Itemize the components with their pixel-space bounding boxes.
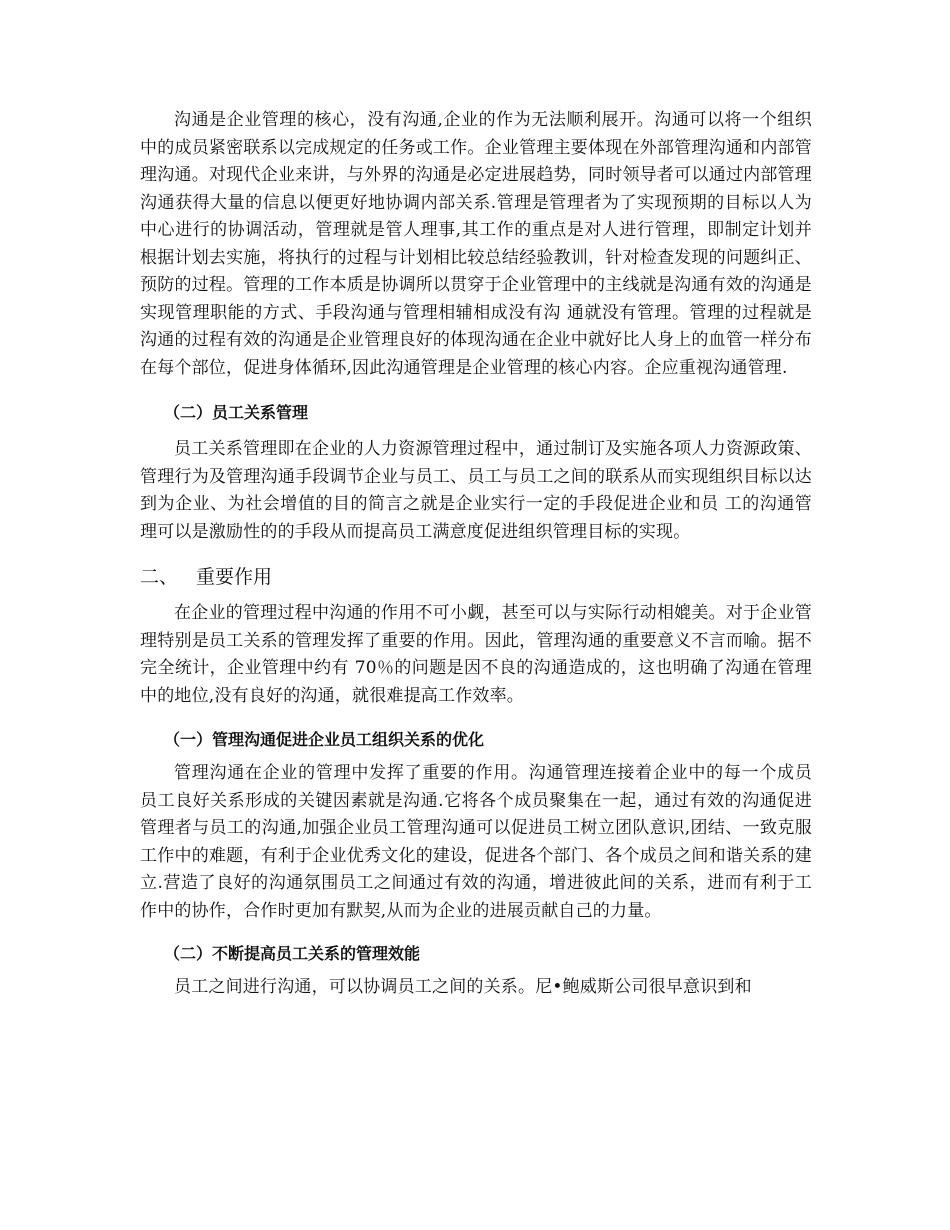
- paragraph-efficiency: 员工之间进行沟通，可以协调员工之间的关系。尼•鲍威斯公司很早意识到和: [174, 977, 752, 997]
- heading-efficiency: （二）不断提高员工关系的管理效能: [164, 944, 421, 963]
- heading-importance-text: 重要作用: [196, 566, 273, 588]
- paragraph-importance: 在企业的管理过程中沟通的作用不可小觑，甚至可以与实际行动相媲美。对于企业管理特别是员工关系的管理发挥了重要的作用。因此，管理沟通的重要意义不言而喻。据不完全统计，企业管理中约有 70％的问题是因不良的沟通造成的，这也明确了沟通在管理中的地位,没有良好的沟通，就很难提高工作效率。: [140, 603, 812, 706]
- heading-staff-relations: （二）员工关系管理: [164, 403, 309, 422]
- document-page: [140, 107, 812, 1002]
- heading-importance-number: 二、: [140, 566, 179, 588]
- paragraph-staff-relations: 员工关系管理即在企业的人力资源管理过程中，通过制订及实施各项人力资源政策、 管理行为及管理沟通手段调节企业与员工、员工与员工之间的联系从而实现组织目标以达到为企业、为社会增值的目的简言之就是企业实行一定的手段促进企业和员 工的沟通管理可以是激励性的的手段从而提高员工满意度促进组织管理目标的实现。: [140, 439, 812, 542]
- heading-optimization: （一）管理沟通促进企业员工组织关系的优化: [164, 730, 485, 749]
- paragraph-optimization: 管理沟通在企业的管理中发挥了重要的作用。沟通管理连接着企业中的每一个成员 员工良好关系形成的关键因素就是沟通.它将各个成员聚集在一起，通过有效的沟通促进管理者与员工的沟通,加强企业员工管理沟通可以促进员工树立团队意识,团结、一致克服工作中的难题，有利于企业优秀文化的建设，促进各个部门、各个成员之间和谐关系的建立.营造了良好的沟通氛围员工之间通过有效的沟通，增进彼此间的关系，进而有利于工作中的协作，合作时更加有默契,从而为企业的进展贡献自己的力量。: [140, 763, 812, 921]
- heading-importance: [140, 562, 812, 592]
- paragraph-communication-core: 沟通是企业管理的核心，没有沟通,企业的作为无法顺利展开。沟通可以将一个组织中的成员紧密联系以完成规定的任务或工作。企业管理主要体现在外部管理沟通和内部管理沟通。对现代企业来讲，与外界的沟通是必定进展趋势，同时领导者可以通过内部管理沟通获得大量的信息以便更好地协调内部关系.管理是管理者为了实现预期的目标以人为中心进行的协调活动，管理就是管人理事,其工作的重点是对人进行管理，即制定计划并根据计划去实施，将执行的过程与计划相比较总结经验教训，针对检查发现的问题纠正、预防的过程。管理的工作本质是协调所以贯穿于企业管理中的主线就是沟通有效的沟通是实现管理职能的方式、手段沟通与管理相辅相成没有沟 通就没有管理。管理的过程就是沟通的过程有效的沟通是企业管理良好的体现沟通在企业中就好比人身上的血管一样分布在每个部位，促进身体循环,因此沟通管理是企业管理的核心内容。企应重视沟通管理.: [140, 110, 812, 378]
